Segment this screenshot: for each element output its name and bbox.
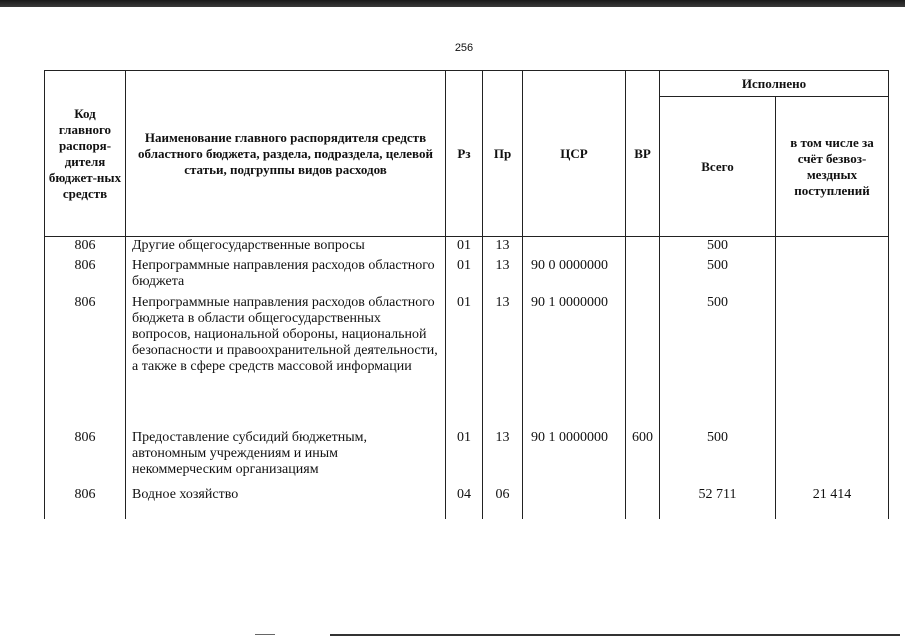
cell-csr: 90 1 0000000 xyxy=(523,430,626,487)
cell-name: Предоставление субсидий бюджетным, автономным учреждениям и иным некоммерческим организациям xyxy=(126,430,446,487)
cell-free xyxy=(776,430,889,487)
cell-vr xyxy=(626,487,660,519)
cell-rz: 01 xyxy=(446,430,483,487)
cell-code: 806 xyxy=(45,237,126,259)
cell-pr: 13 xyxy=(483,295,523,430)
header-code: Код главного распоря-дителя бюджет-ных средств xyxy=(45,71,126,237)
cell-code: 806 xyxy=(45,487,126,519)
cell-csr xyxy=(523,237,626,259)
header-rz: Рз xyxy=(446,71,483,237)
header-pr: Пр xyxy=(483,71,523,237)
cell-total: 500 xyxy=(660,258,776,295)
cell-csr: 90 1 0000000 xyxy=(523,295,626,430)
header-vr: ВР xyxy=(626,71,660,237)
cell-free xyxy=(776,295,889,430)
cell-pr: 13 xyxy=(483,258,523,295)
cell-free: 21 414 xyxy=(776,487,889,519)
header-free: в том числе за счёт безвоз-мездных поступлений xyxy=(776,97,889,237)
header-name: Наименование главного распорядителя средств областного бюджета, раздела, подраздела, целевой статьи, подгруппы видов расходов xyxy=(126,71,446,237)
cell-total: 500 xyxy=(660,237,776,259)
page-number: 256 xyxy=(454,42,474,54)
table-row xyxy=(45,258,889,295)
cell-vr: 600 xyxy=(626,430,660,487)
header-total: Всего xyxy=(660,97,776,237)
scan-top-border xyxy=(0,0,905,7)
table-row xyxy=(45,487,889,519)
table-header xyxy=(45,71,889,237)
scan-bottom-line xyxy=(330,634,900,636)
cell-name: Другие общегосударственные вопросы xyxy=(126,237,446,259)
cell-total: 52 711 xyxy=(660,487,776,519)
cell-code: 806 xyxy=(45,258,126,295)
scan-mark xyxy=(255,634,275,635)
cell-csr xyxy=(523,487,626,519)
cell-pr: 13 xyxy=(483,430,523,487)
cell-total: 500 xyxy=(660,295,776,430)
table-row xyxy=(45,430,889,487)
cell-free xyxy=(776,258,889,295)
cell-csr: 90 0 0000000 xyxy=(523,258,626,295)
cell-rz: 04 xyxy=(446,487,483,519)
cell-total: 500 xyxy=(660,430,776,487)
budget-table xyxy=(44,70,889,519)
cell-pr: 06 xyxy=(483,487,523,519)
cell-pr: 13 xyxy=(483,237,523,259)
cell-vr xyxy=(626,295,660,430)
cell-vr xyxy=(626,237,660,259)
cell-rz: 01 xyxy=(446,295,483,430)
cell-free xyxy=(776,237,889,259)
table-row xyxy=(45,237,889,259)
cell-rz: 01 xyxy=(446,237,483,259)
cell-code: 806 xyxy=(45,295,126,430)
header-executed: Исполнено xyxy=(660,71,889,97)
cell-name: Непрограммные направления расходов областного бюджета в области общегосударственных вопросов, национальной обороны, национальной безопасности и правоохранительной деятельности, а также в сфере средств массовой информации xyxy=(126,295,446,430)
cell-vr xyxy=(626,258,660,295)
header-csr: ЦСР xyxy=(523,71,626,237)
table-row xyxy=(45,295,889,430)
cell-code: 806 xyxy=(45,430,126,487)
cell-name: Непрограммные направления расходов областного бюджета xyxy=(126,258,446,295)
cell-rz: 01 xyxy=(446,258,483,295)
cell-name: Водное хозяйство xyxy=(126,487,446,519)
table-body xyxy=(45,237,889,520)
